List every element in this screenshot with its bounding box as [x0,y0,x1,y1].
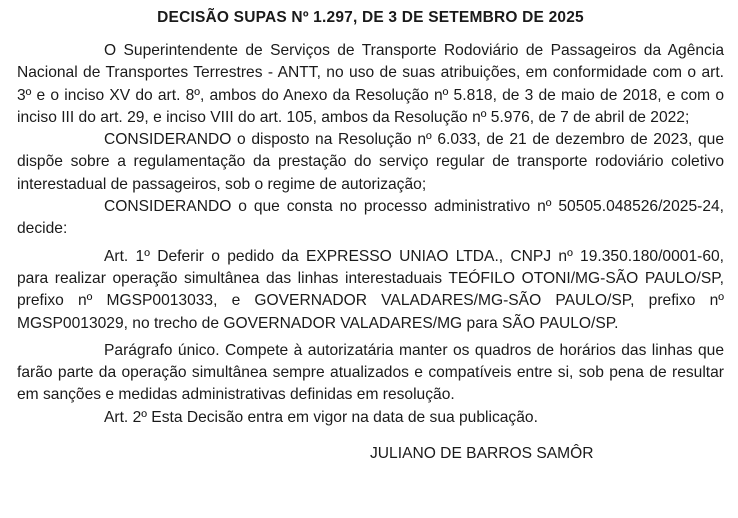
sole-paragraph: Parágrafo único. Compete à autorizatária manter os quadros de horários das linhas que farão parte da operação simultânea sempre atualizados e compatíveis entre si, sob pena de resultar em sanções e medidas administrativas definidas em resolução. [17,341,724,404]
article-2-paragraph: Art. 2º Esta Decisão entra em vigor na data de sua publicação. [104,408,538,426]
considering-paragraph-1: CONSIDERANDO o disposto na Resolução nº 6.033, de 21 de dezembro de 2023, que dispõe sobre a regulamentação da prestação do serviço regular de transporte rodoviário coletivo interestadual de passageiros, sob o regime de autorização; [17,131,724,193]
article-1-paragraph: Art. 1º Deferir o pedido da EXPRESSO UNIAO LTDA., CNPJ nº 19.350.180/0001-60, para realizar operação simultânea das linhas interestaduais TEÓFILO OTONI/MG-SÃO PAULO/SP, prefixo nº MGSP0013033, e GOVERNADOR VALADARES/MG-SÃO PAULO/SP, prefixo nº MGSP0013029, no trecho de GOVERNADOR VALADARES/MG para SÃO PAULO/SP. [17,247,724,332]
preamble-paragraph: O Superintendente de Serviços de Transporte Rodoviário de Passageiros da Agência Nacional de Transportes Terrestres - ANTT, no uso de suas atribuições, em conformidade com o art. 3º e o inciso XV do art. 8º, ambos do Anexo da Resolução nº 5.818, de 3 de maio de 2018, e com o inciso III do art. 29, e inciso VIII do art. 105, ambos da Resolução nº 5.976, de 7 de abril de 2022; [17,42,724,126]
decision-document [17,8,724,465]
document-title: DECISÃO SUPAS Nº 1.297, DE 3 DE SETEMBRO DE 2025 [157,9,584,26]
considering-paragraph-2: CONSIDERANDO o que consta no processo administrativo nº 50505.048526/2025-24, decide: [17,198,724,238]
signature-name: JULIANO DE BARROS SAMÔR [370,445,594,463]
